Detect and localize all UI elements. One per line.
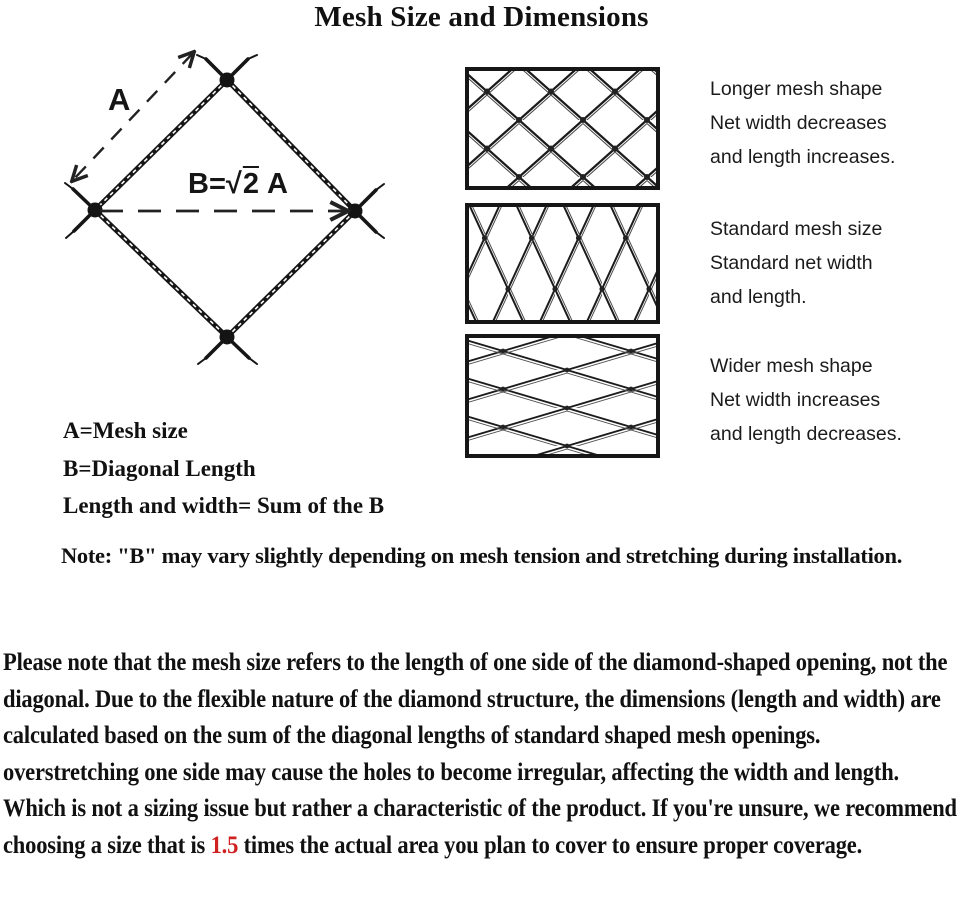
note-line: Note: "B" may vary slightly depending on mesh tension and stretching during installation. bbox=[60, 543, 903, 568]
diagonal-formula-b bbox=[188, 168, 288, 201]
diamond-rope-edges bbox=[95, 80, 355, 337]
caption-line: Net width decreases bbox=[710, 112, 887, 134]
caption-line: and length decreases. bbox=[710, 423, 902, 445]
paragraph-text-before: Please note that the mesh size refers to the length of one side of the diamond-shaped opening, not the diagonal. Due to the flexible nature of the diamond structure, the dimensions (length and width) are calculated based on the sum of the diagonal lengths of standard shaped mesh openings. overstretching one side may cause the holes to become irregular, affecting the width and length. Which is not a sizing issue but rather a characteristic of the product. If you're unsure, we recommend choosing a size that is bbox=[3, 649, 957, 859]
caption-line: Standard mesh size bbox=[710, 218, 883, 240]
diamond-mesh-pattern-3 bbox=[469, 338, 656, 454]
diagram-legend bbox=[63, 412, 384, 525]
diamond-mesh-pattern-2 bbox=[469, 207, 656, 320]
mesh-image-standard bbox=[465, 203, 660, 324]
caption-standard-mesh bbox=[710, 212, 960, 314]
dimension-line-a bbox=[73, 53, 193, 180]
formula-suffix: A bbox=[266, 168, 288, 200]
caption-line: Net width increases bbox=[710, 389, 881, 411]
sizing-paragraph bbox=[3, 645, 960, 865]
diamond-mesh-pattern-1 bbox=[469, 71, 656, 186]
legend-length-width: Length and width= Sum of the B bbox=[63, 493, 385, 518]
legend-mesh-size: A=Mesh size bbox=[63, 418, 188, 443]
legend-diagonal-length: B=Diagonal Length bbox=[63, 455, 256, 481]
caption-longer-mesh bbox=[710, 72, 960, 174]
mesh-image-longer bbox=[465, 67, 660, 190]
caption-line: and length. bbox=[710, 286, 807, 308]
mesh-side-label-a: A bbox=[108, 82, 131, 117]
caption-line: Wider mesh shape bbox=[710, 355, 873, 377]
page-title: Mesh Size and Dimensions bbox=[314, 1, 649, 33]
mesh-image-wider bbox=[465, 334, 660, 458]
highlight-1-5: 1.5 bbox=[210, 831, 239, 859]
radicand: 2 bbox=[242, 168, 259, 200]
paragraph-text-after: times the actual area you plan to cover to ensure proper coverage. bbox=[238, 831, 863, 859]
caption-wider-mesh bbox=[710, 349, 960, 451]
caption-line: Standard net width bbox=[710, 252, 873, 274]
square-root-sign: √ bbox=[225, 168, 242, 200]
caption-line: and length increases. bbox=[710, 146, 896, 168]
caption-line: Longer mesh shape bbox=[710, 78, 883, 100]
formula-prefix: B= bbox=[188, 168, 226, 200]
